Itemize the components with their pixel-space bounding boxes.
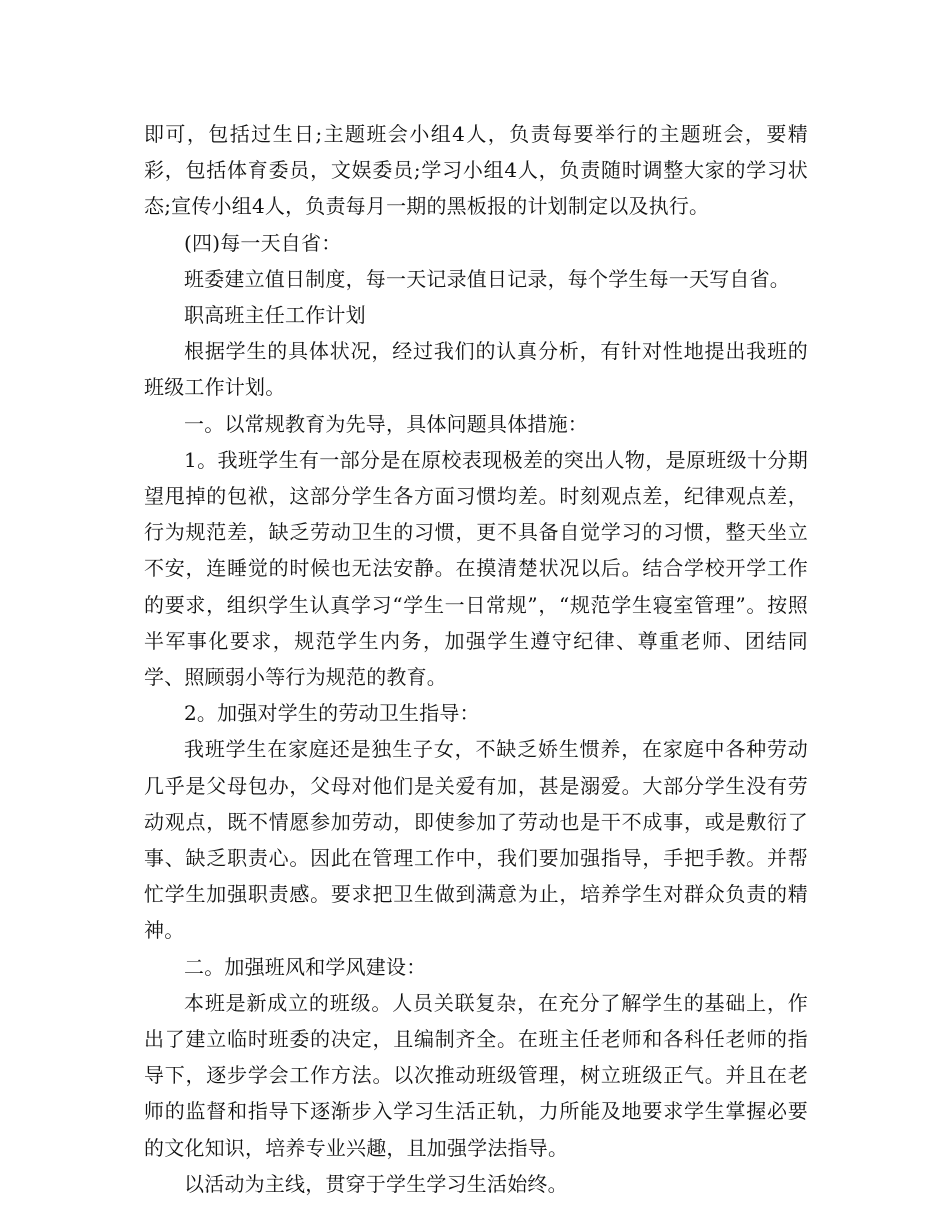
section-heading-1: 一。以常规教育为先导，具体问题具体措施： (184, 411, 588, 436)
section-heading-daily-reflection: (四)每一天自省： (184, 230, 342, 255)
paragraph-item-1: 1。我班学生有一部分是在原校表现极差的突出人物，是原班级十分期望甩掉的包袱，这部分学生各方面习惯均差。时刻观点差，纪律观点差，行为规范差，缺乏劳动卫生的习惯，更不具备自觉学习的习惯，整天坐立不安，连睡觉的时候也无法安静。在摸清楚状况以后。结合学校开学工作的要求，组织学生认真学习“学生一日常规”，“规范学生寝室管理”。按照半军事化要求，规范学生内务，加强学生遵守纪律、尊重老师、团结同学、照顾弱小等行为规范的教育。 (144, 447, 808, 690)
paragraph-activities: 以活动为主线，贯穿于学生学习生活始终。 (184, 1171, 568, 1196)
section-heading-2: 二。加强班风和学风建设： (184, 954, 427, 979)
paragraph-duty-system: 班委建立值日制度，每一天记录值日记录，每个学生每一天写自省。 (184, 266, 790, 291)
paragraph-intro: 根据学生的具体状况，经过我们的认真分析，有针对性地提出我班的班级工作计划。 (144, 339, 808, 400)
document-title: 职高班主任工作计划 (184, 303, 366, 328)
document-body (144, 116, 808, 1202)
paragraph-continuation: 即可，包括过生日;主题班会小组4人，负责每要举行的主题班会，要精彩，包括体育委员，文娱委员;学习小组4人，负责随时调整大家的学习状态;宣传小组4人，负责每月一期的黑板报的计划制定以及执行。 (144, 122, 808, 219)
paragraph-class-style: 本班是新成立的班级。人员关联复杂，在充分了解学生的基础上，作出了建立临时班委的决定，且编制齐全。在班主任老师和各科任老师的指导下，逐步学会工作方法。以次推动班级管理，树立班级正气。并且在老师的监督和指导下逐渐步入学习生活正轨，力所能及地要求学生掌握必要的文化知识，培养专业兴趣，且加强学法指导。 (144, 990, 808, 1160)
paragraph-labor-guidance: 我班学生在家庭还是独生子女，不缺乏娇生惯养，在家庭中各种劳动几乎是父母包办，父母对他们是关爱有加，甚是溺爱。大部分学生没有劳动观点，既不情愿参加劳动，即使参加了劳动也是干不成事，或是敷衍了事、缺乏职责心。因此在管理工作中，我们要加强指导，手把手教。并帮忙学生加强职责感。要求把卫生做到满意为止，培养学生对群众负责的精神。 (144, 737, 808, 943)
subheading-item-2: 2。加强对学生的劳动卫生指导： (184, 701, 480, 726)
